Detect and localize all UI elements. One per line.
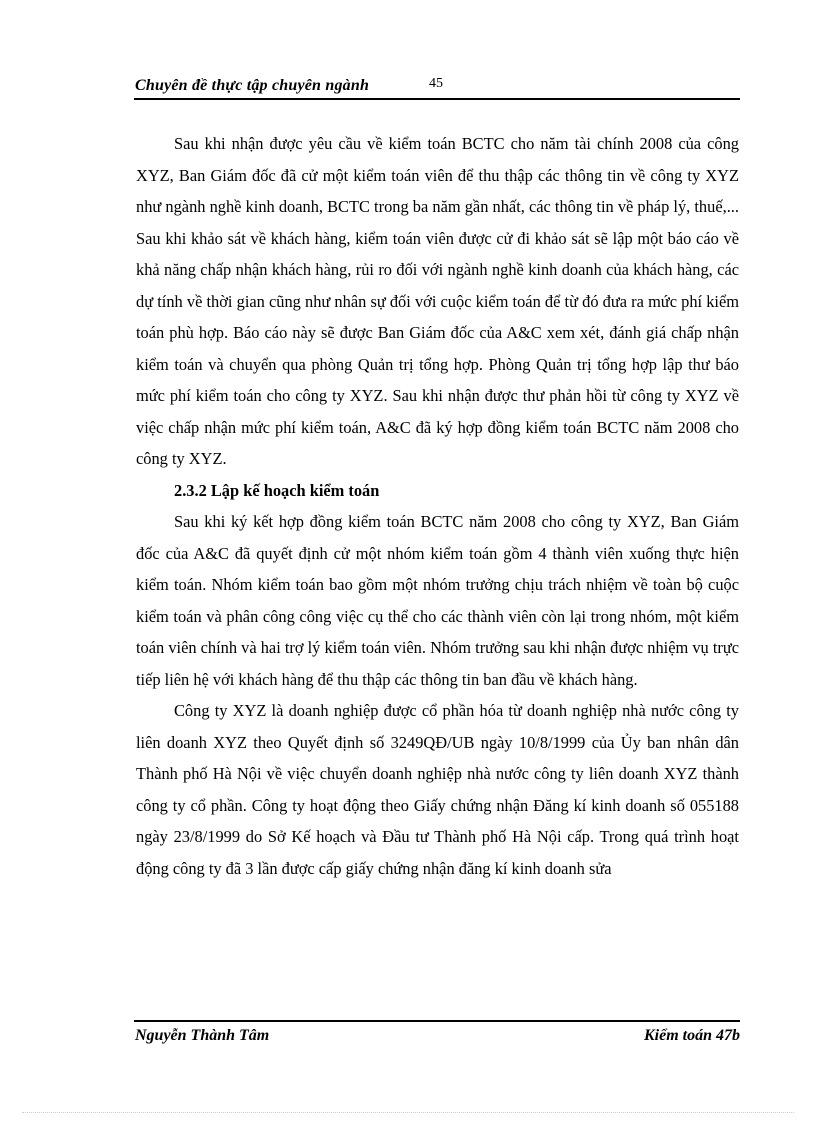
page-edge-divider bbox=[22, 1112, 794, 1113]
paragraph-2: Sau khi ký kết hợp đồng kiểm toán BCTC năm 2008 cho công ty XYZ, Ban Giám đốc của A&C đã quyết định cử một nhóm kiểm toán gồm 4 thành viên xuống thực hiện kiểm toán. Nhóm kiểm toán bao gồm một nhóm trưởng chịu trách nhiệm về toàn bộ cuộc kiểm toán và phân công công việc cụ thể cho các thành viên còn lại trong nhóm, một kiểm toán viên chính và hai trợ lý kiểm toán viên. Nhóm trưởng sau khi nhận được nhiệm vụ trực tiếp liên hệ với khách hàng để thu thập các thông tin ban đầu về khách hàng. bbox=[136, 512, 739, 689]
section-heading: 2.3.2 Lập kế hoạch kiểm toán bbox=[174, 480, 380, 500]
paragraph-1: Sau khi nhận được yêu cầu về kiểm toán BCTC cho năm tài chính 2008 của công XYZ, Ban Giám đốc đã cử một kiểm toán viên để thu thập các thông tin về công ty XYZ như ngành nghề kinh doanh, BCTC trong ba năm gần nhất, các thông tin về pháp lý, thuế,... Sau khi khảo sát về khách hàng, kiểm toán viên được cử đi khảo sát sẽ lập một báo cáo về khả năng chấp nhận khách hàng, rủi ro đối với ngành nghề kinh doanh của khách hàng, các dự tính về thời gian cũng như nhân sự đối với cuộc kiểm toán để từ đó đưa ra mức phí kiểm toán phù hợp. Báo cáo này sẽ được Ban Giám đốc của A&C xem xét, đánh giá chấp nhận kiểm toán và chuyển qua phòng Quản trị tổng hợp. Phòng Quản trị tổng hợp lập thư báo mức phí kiểm toán cho công ty XYZ. Sau khi nhận được thư phản hồi từ công ty XYZ về việc chấp nhận mức phí kiểm toán, A&C đã ký hợp đồng kiểm toán BCTC năm 2008 cho công ty XYZ. bbox=[136, 134, 739, 468]
footer-divider bbox=[134, 1020, 740, 1022]
header-title: Chuyên đề thực tập chuyên ngành bbox=[135, 77, 370, 94]
page-header bbox=[134, 74, 740, 100]
paragraph-3: Công ty XYZ là doanh nghiệp được cổ phần hóa từ doanh nghiệp nhà nước công ty liên doanh XYZ theo Quyết định số 3249QĐ/UB ngày 10/8/1999 của Ủy ban nhân dân Thành phố Hà Nội về việc chuyển doanh nghiệp nhà nước công ty liên doanh XYZ thành công ty cổ phần. Công ty hoạt động theo Giấy chứng nhận Đăng kí kinh doanh số 055188 ngày 23/8/1999 do Sở Kế hoạch và Đầu tư Thành phố Hà Nội cấp. Trong quá trình hoạt động công ty đã 3 lần được cấp giấy chứng nhận đăng kí kinh doanh sửa bbox=[136, 701, 739, 878]
page-number: 45 bbox=[429, 76, 443, 91]
footer-class: Kiểm toán 47b bbox=[643, 1027, 740, 1044]
document-body bbox=[136, 128, 739, 884]
footer-author: Nguyễn Thành Tâm bbox=[135, 1027, 270, 1044]
